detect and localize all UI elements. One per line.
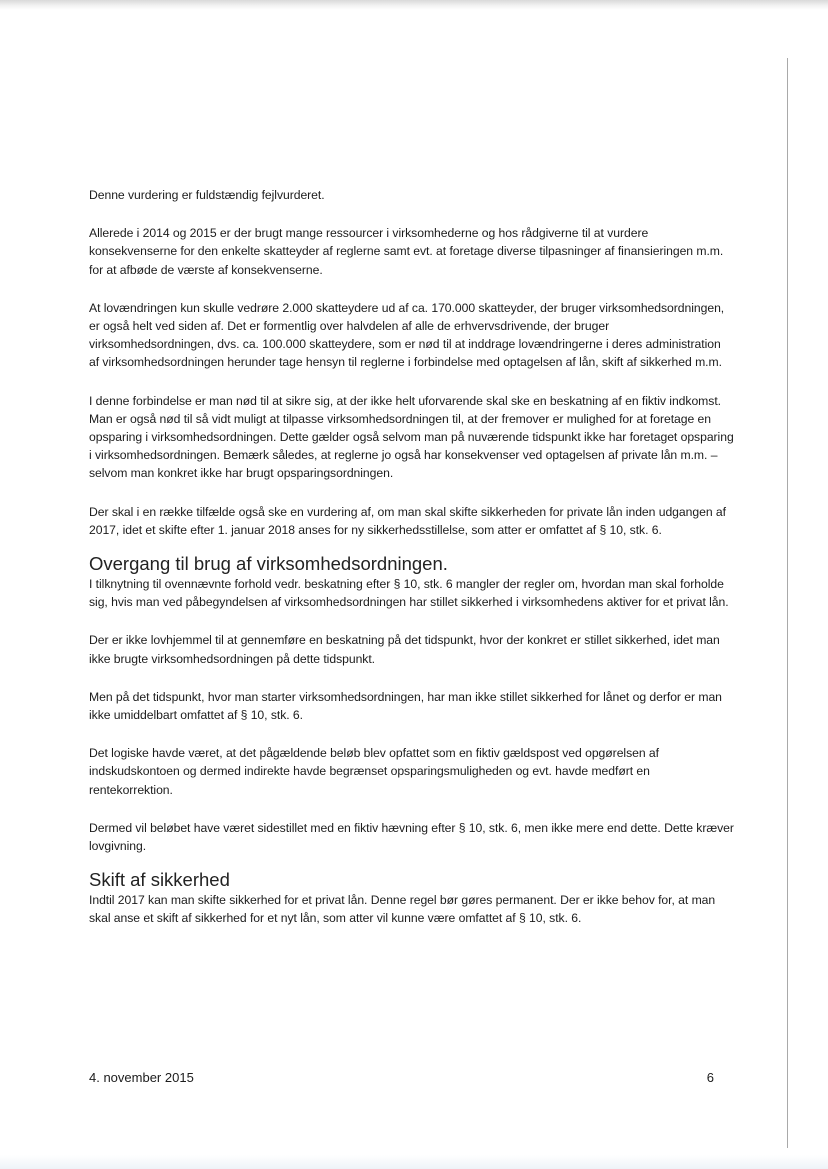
- paragraph: At lovændringen kun skulle vedrøre 2.000 skatteydere ud af ca. 170.000 skatteyder, der bruger virksomhedsordningen, er også helt ved siden af. Det er formentlig over halvdelen af alle de erhvervsdrivende, der bruger virksomhedsordningen, dvs. ca. 100.000 skatteydere, som er nød til at inddrage lovændringerne i deres administration af virksomhedsordningen herunder tage hensyn til reglerne i forbindelse med optagelsen af lån, skift af sikkerhed m.m.: [89, 300, 725, 370]
- section-heading-skift: Skift af sikkerhed: [89, 869, 230, 891]
- paragraph: Der er ikke lovhjemmel til at gennemføre en beskatning på det tidspunkt, hvor der konkret er stillet sikkerhed, idet man ikke brugte virksomhedsordningen på dette tidspunkt.: [89, 633, 720, 666]
- scan-margin-line: [787, 58, 788, 1148]
- paragraph: Der skal i en række tilfælde også ske en vurdering af, om man skal skifte sikkerheden for private lån inden udgangen af 2017, idet et skifte efter 1. januar 2018 anses for ny sikkerhedsstillelse, som atter er omfattet af § 10, stk. 6.: [89, 504, 726, 537]
- page-number: 6: [706, 1070, 714, 1085]
- paragraph: Indtil 2017 kan man skifte sikkerhed for et privat lån. Denne regel bør gøres permanent. Der er ikke behov for, at man skal anse et skift af sikkerhed for et nyt lån, som atter vil kunne være omfattet af § 10, stk. 6.: [89, 893, 716, 926]
- scan-top-edge: [0, 0, 828, 10]
- section-heading-overgang: Overgang til brug af virksomhedsordningen.: [89, 553, 448, 575]
- page-footer: [89, 1070, 714, 1085]
- footer-date: 4. november 2015: [89, 1070, 194, 1085]
- paragraph: Allerede i 2014 og 2015 er der brugt mange ressourcer i virksomhederne og hos rådgiverne til at vurdere konsekvenserne for den enkelte skatteyder af reglerne samt evt. at foretage diverse tilpasninger af finansieringen m.m. for at afbøde de værste af konsekvenserne.: [89, 226, 724, 277]
- paragraph: I tilknytning til ovennævnte forhold vedr. beskatning efter § 10, stk. 6 mangler der regler om, hvordan man skal forholde sig, hvis man ved påbegyndelsen af virksomhedsordningen har stillet sikkerhed i virksomhedens aktiver for et privat lån.: [89, 577, 729, 610]
- paragraph: Denne vurdering er fuldstændig fejlvurderet.: [89, 188, 325, 202]
- paragraph: I denne forbindelse er man nød til at sikre sig, at der ikke helt uforvarende skal ske en beskatning af en fiktiv indkomst. Man er også nød til så vidt muligt at tilpasse virksomhedsordningen til, at der fremover er mulighed for at foretage en opsparing i virksomhedsordningen. Dette gælder også selvom man på nuværende tidspunkt ikke har foretaget opsparing i virksomhedsordningen. Bemærk således, at reglerne jo også har konsekvenser ved optagelsen af private lån m.m. – selvom man konkret ikke har brugt opsparingsordningen.: [89, 393, 734, 481]
- document-page: [89, 186, 734, 948]
- scan-bottom-edge: [0, 1155, 828, 1169]
- paragraph: Det logiske havde været, at det pågældende beløb blev opfattet som en fiktiv gældspost ved opgørelsen af indskudskontoen og dermed indirekte havde begrænset opsparingsmuligheden og evt. havde medført en rentekorrektion.: [89, 746, 659, 797]
- paragraph: Dermed vil beløbet have været sidestillet med en fiktiv hævning efter § 10, stk. 6, men ikke mere end dette. Dette kræver lovgivning.: [89, 820, 734, 854]
- paragraph: Men på det tidspunkt, hvor man starter virksomhedsordningen, har man ikke stillet sikkerhed for lånet og derfor er man ikke umiddelbart omfattet af § 10, stk. 6.: [89, 689, 722, 723]
